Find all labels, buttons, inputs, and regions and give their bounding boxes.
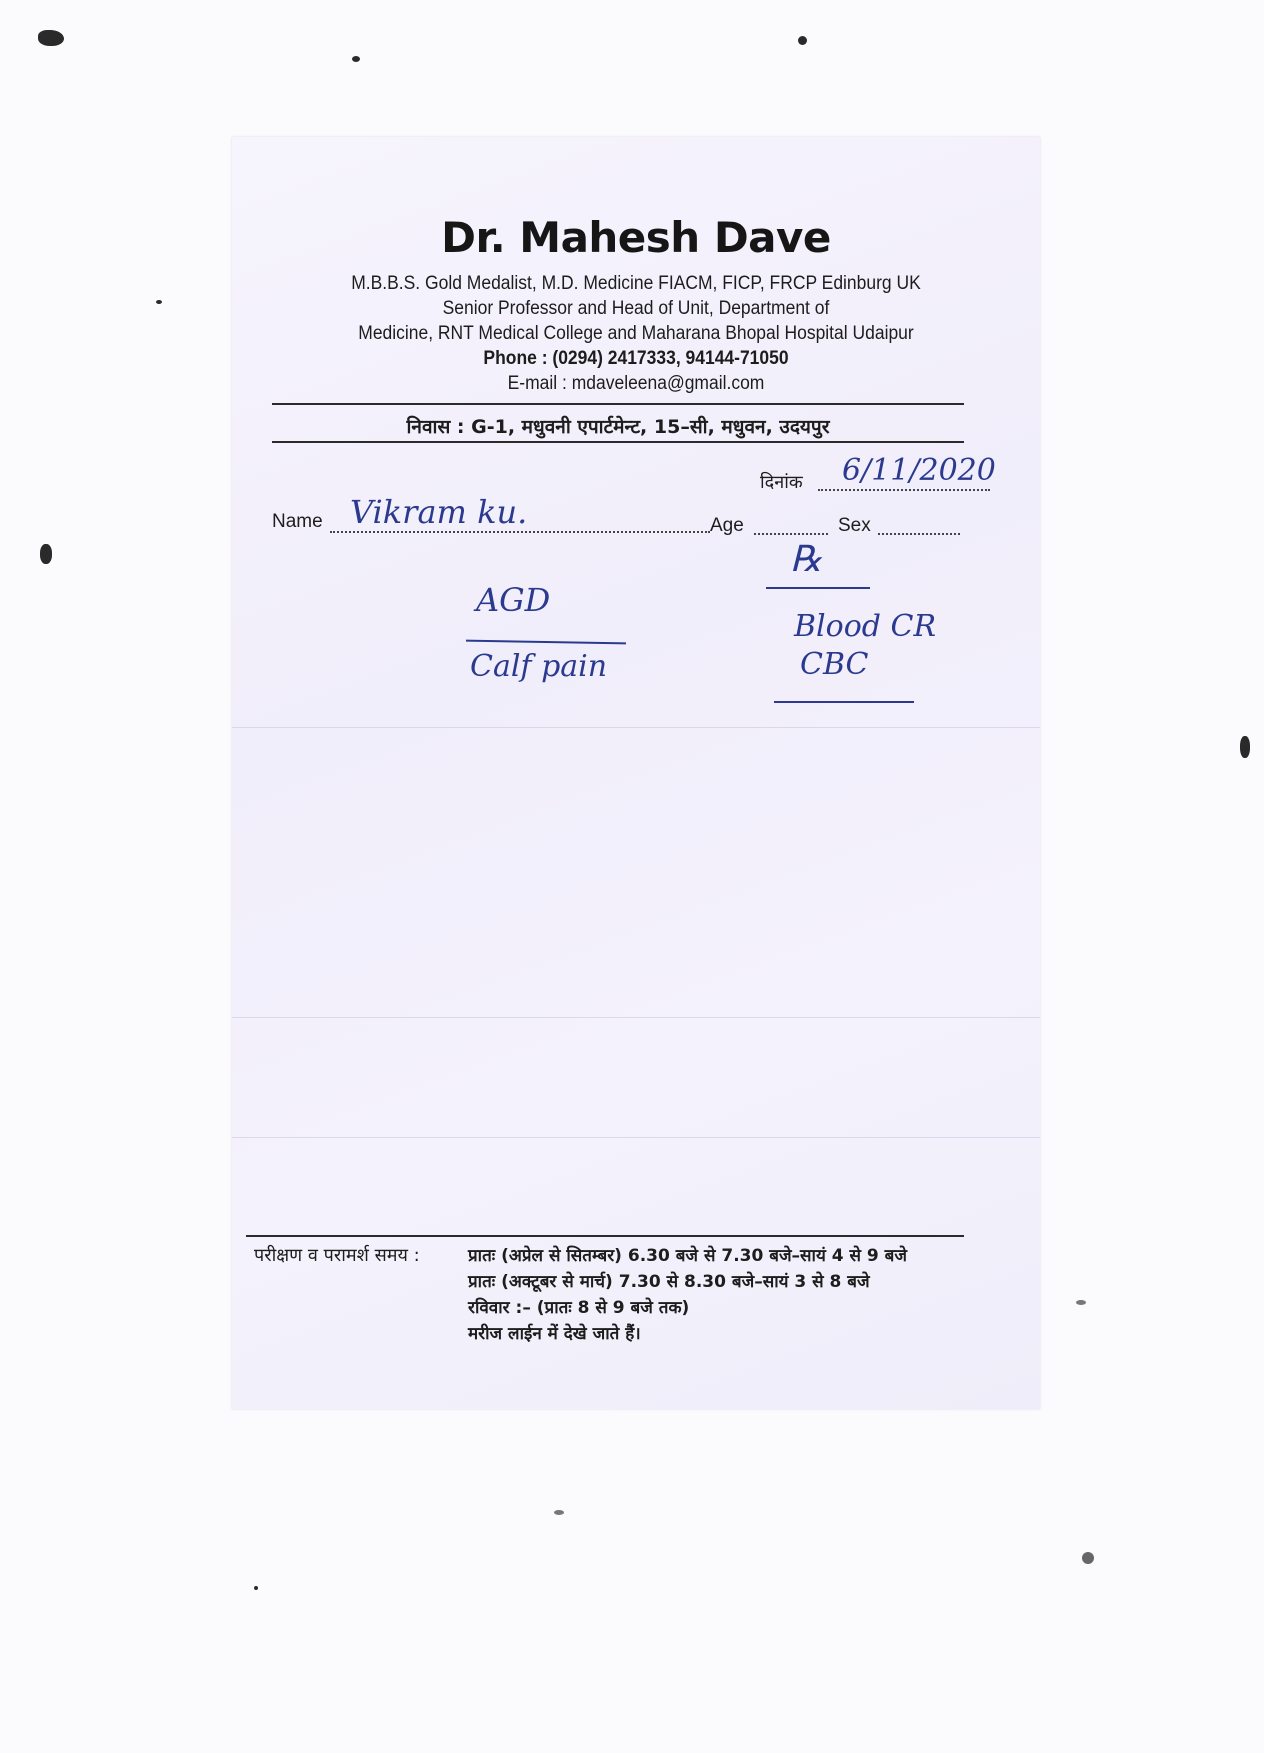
queue-note: मरीज लाईन में देखे जाते हैं। xyxy=(468,1324,641,1344)
diagnosis-line-2: Calf pain xyxy=(470,649,608,684)
diagnosis-separator xyxy=(466,640,626,645)
investigation-line-2: CBC xyxy=(800,647,869,682)
position-line-1: Senior Professor and Head of Unit, Department of xyxy=(442,298,830,319)
doctor-name: Dr. Mahesh Dave xyxy=(441,213,831,262)
age-label: Age xyxy=(710,515,744,536)
speck xyxy=(1082,1552,1094,1564)
hours-summer: प्रातः (अप्रेल से सितम्बर) 6.30 बजे से 7.30 बजे–सायं 4 से 9 बजे xyxy=(468,1246,907,1266)
name-dotted-line xyxy=(330,531,710,533)
phone-label: Phone : xyxy=(483,348,548,369)
prescription-sheet xyxy=(232,137,1040,1409)
paper-crease xyxy=(232,1017,1040,1018)
sex-label: Sex xyxy=(838,515,871,536)
phone-number: (0294) 2417333, 94144-71050 xyxy=(552,348,789,369)
rx-symbol: ℞ xyxy=(790,539,823,580)
name-label: Name xyxy=(272,511,323,532)
speck xyxy=(1076,1300,1086,1305)
hours-winter: प्रातः (अक्टूबर से मार्च) 7.30 से 8.30 बजे–सायं 3 से 8 बजे xyxy=(468,1272,870,1292)
sex-dotted-line xyxy=(878,533,960,535)
position-line-2: Medicine, RNT Medical College and Maharana Bhopal Hospital Udaipur xyxy=(358,323,914,344)
diagnosis-line-1: AGD xyxy=(476,581,551,619)
header-rule-top xyxy=(272,403,964,405)
consultation-hours-label: परीक्षण व परामर्श समय : xyxy=(254,1245,420,1266)
footer-rule xyxy=(246,1235,964,1237)
date-handwritten: 6/11/2020 xyxy=(842,453,996,488)
phone-line xyxy=(264,348,1007,370)
patient-name-handwritten: Vikram ku. xyxy=(350,493,528,531)
speck xyxy=(38,30,64,46)
speck xyxy=(798,36,807,45)
paper-crease xyxy=(232,727,1040,728)
hours-sunday: रविवार :– (प्रातः 8 से 9 बजे तक) xyxy=(468,1298,690,1318)
speck xyxy=(352,56,360,62)
speck xyxy=(40,544,52,564)
speck xyxy=(156,300,162,304)
age-dotted-line xyxy=(754,533,828,535)
speck xyxy=(1240,736,1250,758)
speck xyxy=(254,1586,258,1590)
date-dotted-line xyxy=(818,489,990,491)
paper-crease xyxy=(232,1137,1040,1138)
rx-underline xyxy=(766,587,870,589)
email: E-mail : mdaveleena@gmail.com xyxy=(507,373,765,394)
investigation-line-1: Blood CR xyxy=(794,609,937,644)
residence-address: निवास : G-1, मधुवनी एपार्टमेन्ट, 15–सी, मधुवन, उदयपुर xyxy=(406,416,830,438)
investigation-underline xyxy=(774,701,914,703)
speck xyxy=(554,1510,564,1515)
date-label: दिनांक xyxy=(760,472,803,493)
header-rule-bottom xyxy=(272,441,964,443)
qualifications: M.B.B.S. Gold Medalist, M.D. Medicine FIACM, FICP, FRCP Edinburg UK xyxy=(351,273,921,294)
